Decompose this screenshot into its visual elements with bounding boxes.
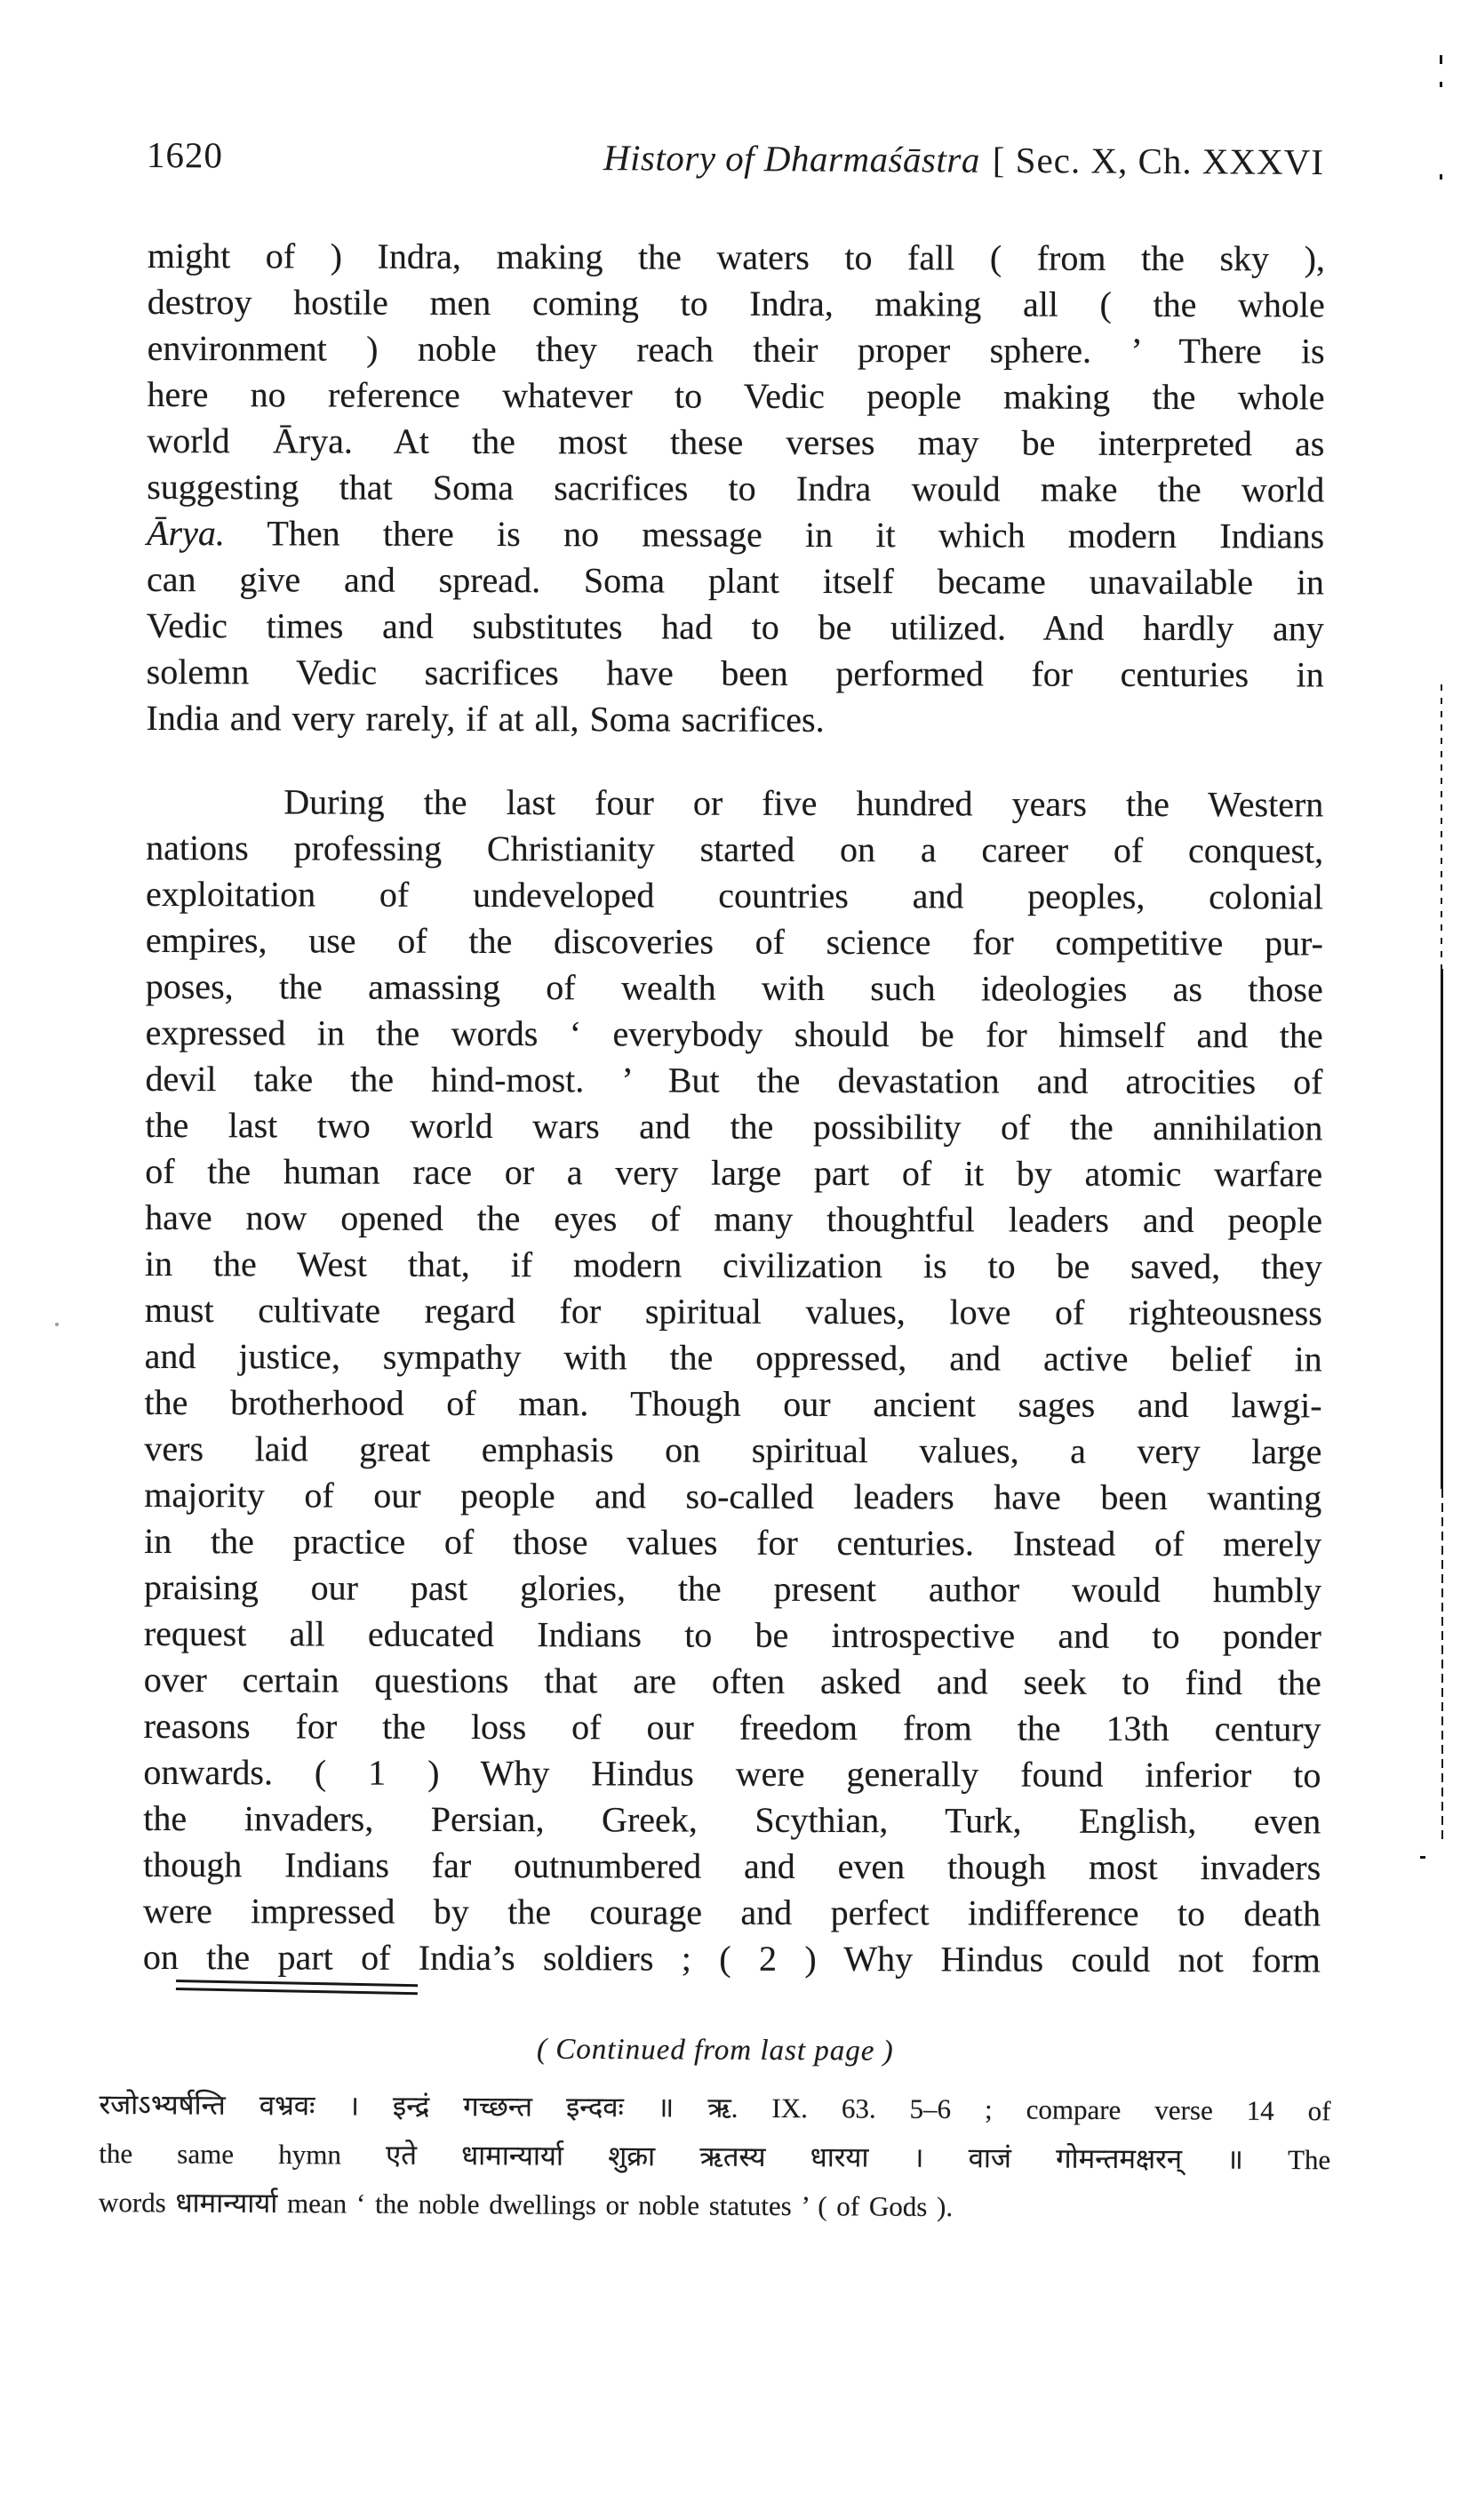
- text-line: [145, 1148, 1322, 1197]
- scan-artifact-tick: [1440, 82, 1442, 87]
- text-line: [147, 372, 1324, 420]
- text-line: [99, 2080, 1330, 2135]
- paragraph-2: [143, 779, 1324, 1983]
- text-line: [144, 1611, 1321, 1660]
- scan-artifact-speck: [55, 1323, 59, 1326]
- text-segment: can give and spread. Soma plant itself became unavailable in: [146, 558, 1325, 603]
- text-segment: vers laid great emphasis on spiritual values, a very large: [144, 1428, 1322, 1472]
- text-line: [147, 418, 1324, 467]
- text-line: [146, 825, 1323, 874]
- text-segment: praising our past glories, the present author would humbly: [143, 1566, 1322, 1611]
- text-line: [146, 1010, 1323, 1059]
- scan-artifact-tick: [1440, 174, 1442, 180]
- text-segment: the last two world wars and the possibility of the annihilation: [145, 1104, 1323, 1148]
- text-segment: might of ) Indra, making the waters to fall ( from the sky ),: [147, 236, 1325, 279]
- footnote: [99, 2029, 1331, 2233]
- text-segment: Then there is no message in it which modern Indians: [224, 513, 1325, 556]
- text-segment: empires, use of the discoveries of science for competitive pur-: [145, 919, 1323, 964]
- text-line: [144, 1518, 1321, 1567]
- text-line: [148, 279, 1325, 328]
- section-chapter-label: [ Sec. X, Ch. XXXVI: [992, 139, 1325, 183]
- text-segment: environment ) noble they reach their proper sphere. ’ There is: [147, 327, 1325, 372]
- text-line: [145, 1287, 1322, 1336]
- page-header: [147, 133, 1324, 183]
- text-segment: suggesting that Soma sacrifices to Indra would make the world: [147, 466, 1325, 510]
- scan-artifact-dashed-line: [1441, 1489, 1443, 1844]
- text-line: [99, 2129, 1330, 2184]
- text-line: [147, 603, 1324, 652]
- text-segment: reasons for the loss of our freedom from the 13th century: [143, 1705, 1321, 1749]
- text-segment: over certain questions that are often asked and seek to find the: [143, 1659, 1321, 1703]
- text-segment: words धामान्यार्या mean ‘ the noble dwellings or noble statutes ’ ( of Gods ).: [98, 2186, 954, 2223]
- text-line: [143, 1888, 1321, 1937]
- text-segment: request all educated Indians to be introspective and to ponder: [143, 1612, 1321, 1657]
- scan-artifact-solid-line: [1441, 969, 1443, 1489]
- text-line: [144, 1472, 1321, 1521]
- text-segment: and justice, sympathy with the oppressed, and active belief in: [144, 1335, 1322, 1380]
- book-title: History of Dharmaśāstra: [603, 137, 980, 180]
- text-line: [147, 556, 1324, 605]
- text-line: [145, 1102, 1322, 1151]
- scan-artifact-tick: [1440, 55, 1442, 64]
- text-line: [148, 233, 1325, 282]
- text-line: [143, 1796, 1321, 1844]
- text-line: [145, 1056, 1322, 1105]
- text-line: [144, 1426, 1321, 1475]
- text-segment: solemn Vedic sacrifices have been performed for centuries in: [146, 651, 1324, 695]
- text-segment: Vedic times and substitutes had to be utilized. And hardly any: [146, 604, 1324, 649]
- text-segment: During the last four or five hundred years the Western: [283, 781, 1324, 825]
- text-segment: onwards. ( 1 ) Why Hindus were generally found inferior to: [143, 1751, 1321, 1796]
- text-segment: must cultivate regard for spiritual values, love of righteousness: [144, 1289, 1322, 1333]
- text-segment: in the practice of those values for centuries. Instead of merely: [144, 1520, 1322, 1564]
- text-segment: the same hymn एते धामान्यार्या शुक्रा ऋतस्य धारया । वाजं गोमन्तमक्षरन् ॥ The: [99, 2137, 1331, 2176]
- text-line: [145, 1333, 1322, 1382]
- text-segment: the brotherhood of man. Though our ancient sages and lawgi-: [144, 1381, 1322, 1426]
- footnote-separator-rule: [176, 1980, 418, 1996]
- text-line: [144, 1657, 1321, 1706]
- text-line: [147, 510, 1324, 559]
- text-line: [144, 1564, 1321, 1613]
- running-header-title: [603, 136, 1324, 183]
- text-segment: रजोऽभ्यर्षन्ति वभ्रवः । इन्द्रं गच्छन्त इन्दवः ॥ ऋ. IX. 63. 5–6 ; compare verse 14 of: [99, 2088, 1331, 2127]
- text-line: [144, 1380, 1321, 1428]
- text-segment: on the part of India’s soldiers ; ( 2 ) Why Hindus could not form: [142, 1936, 1321, 1980]
- text-line: [143, 1842, 1321, 1891]
- page-number: 1620: [146, 134, 224, 176]
- text-line: [144, 1703, 1321, 1752]
- text-segment: world Ārya. At the most these verses may be interpreted as: [147, 420, 1325, 464]
- text-line: [147, 695, 1324, 744]
- scan-artifact-tick: [1420, 1856, 1425, 1859]
- text-line: [146, 917, 1323, 966]
- text-segment: were impressed by the courage and perfect indifference to death: [142, 1890, 1321, 1934]
- text-segment: nations professing Christianity started on a career of conquest,: [146, 827, 1324, 871]
- rule-line-bottom: [176, 1988, 418, 1995]
- footnote-continued-label: ( Continued from last page ): [536, 2033, 894, 2068]
- italic-text-segment: Ārya.: [147, 512, 225, 554]
- text-line: [146, 964, 1323, 1012]
- scan-artifact-dashed-line: [1441, 684, 1442, 969]
- text-segment: exploitation of undeveloped countries and peoples, colonial: [145, 873, 1324, 917]
- text-line: [143, 1749, 1321, 1798]
- text-segment: of the human race or a very large part of it by atomic warfare: [145, 1150, 1323, 1195]
- body-text: [143, 233, 1325, 1983]
- text-segment: though Indians far outnumbered and even though most invaders: [143, 1844, 1321, 1888]
- text-segment: have now opened the eyes of many thoughtful leaders and people: [145, 1196, 1323, 1241]
- text-segment: in the West that, if modern civilization is to be saved, they: [144, 1243, 1323, 1287]
- paragraph-1: [147, 233, 1325, 744]
- text-line: [147, 464, 1324, 513]
- text-segment: destroy hostile men coming to Indra, making all ( the whole: [147, 281, 1325, 325]
- text-line: [147, 649, 1324, 698]
- text-segment: India and very rarely, if at all, Soma sacrifices.: [146, 697, 825, 740]
- text-line: [145, 1241, 1322, 1290]
- text-line: [146, 779, 1323, 828]
- text-segment: here no reference whatever to Vedic people making the whole: [147, 373, 1325, 418]
- text-segment: majority of our people and so-called leaders have been wanting: [144, 1474, 1322, 1518]
- text-line: [146, 871, 1323, 920]
- text-segment: poses, the amassing of wealth with such ideologies as those: [145, 965, 1323, 1010]
- text-segment: the invaders, Persian, Greek, Scythian, Turk, English, even: [143, 1797, 1321, 1842]
- text-segment: expressed in the words ‘ everybody should be for himself and the: [145, 1012, 1323, 1056]
- text-line: [99, 2178, 1330, 2233]
- footnote-text: [99, 2080, 1331, 2233]
- text-line: [148, 325, 1325, 374]
- text-segment: devil take the hind-most. ’ But the devastation and atrocities of: [145, 1058, 1323, 1102]
- text-line: [143, 1934, 1321, 1983]
- text-line: [145, 1195, 1322, 1244]
